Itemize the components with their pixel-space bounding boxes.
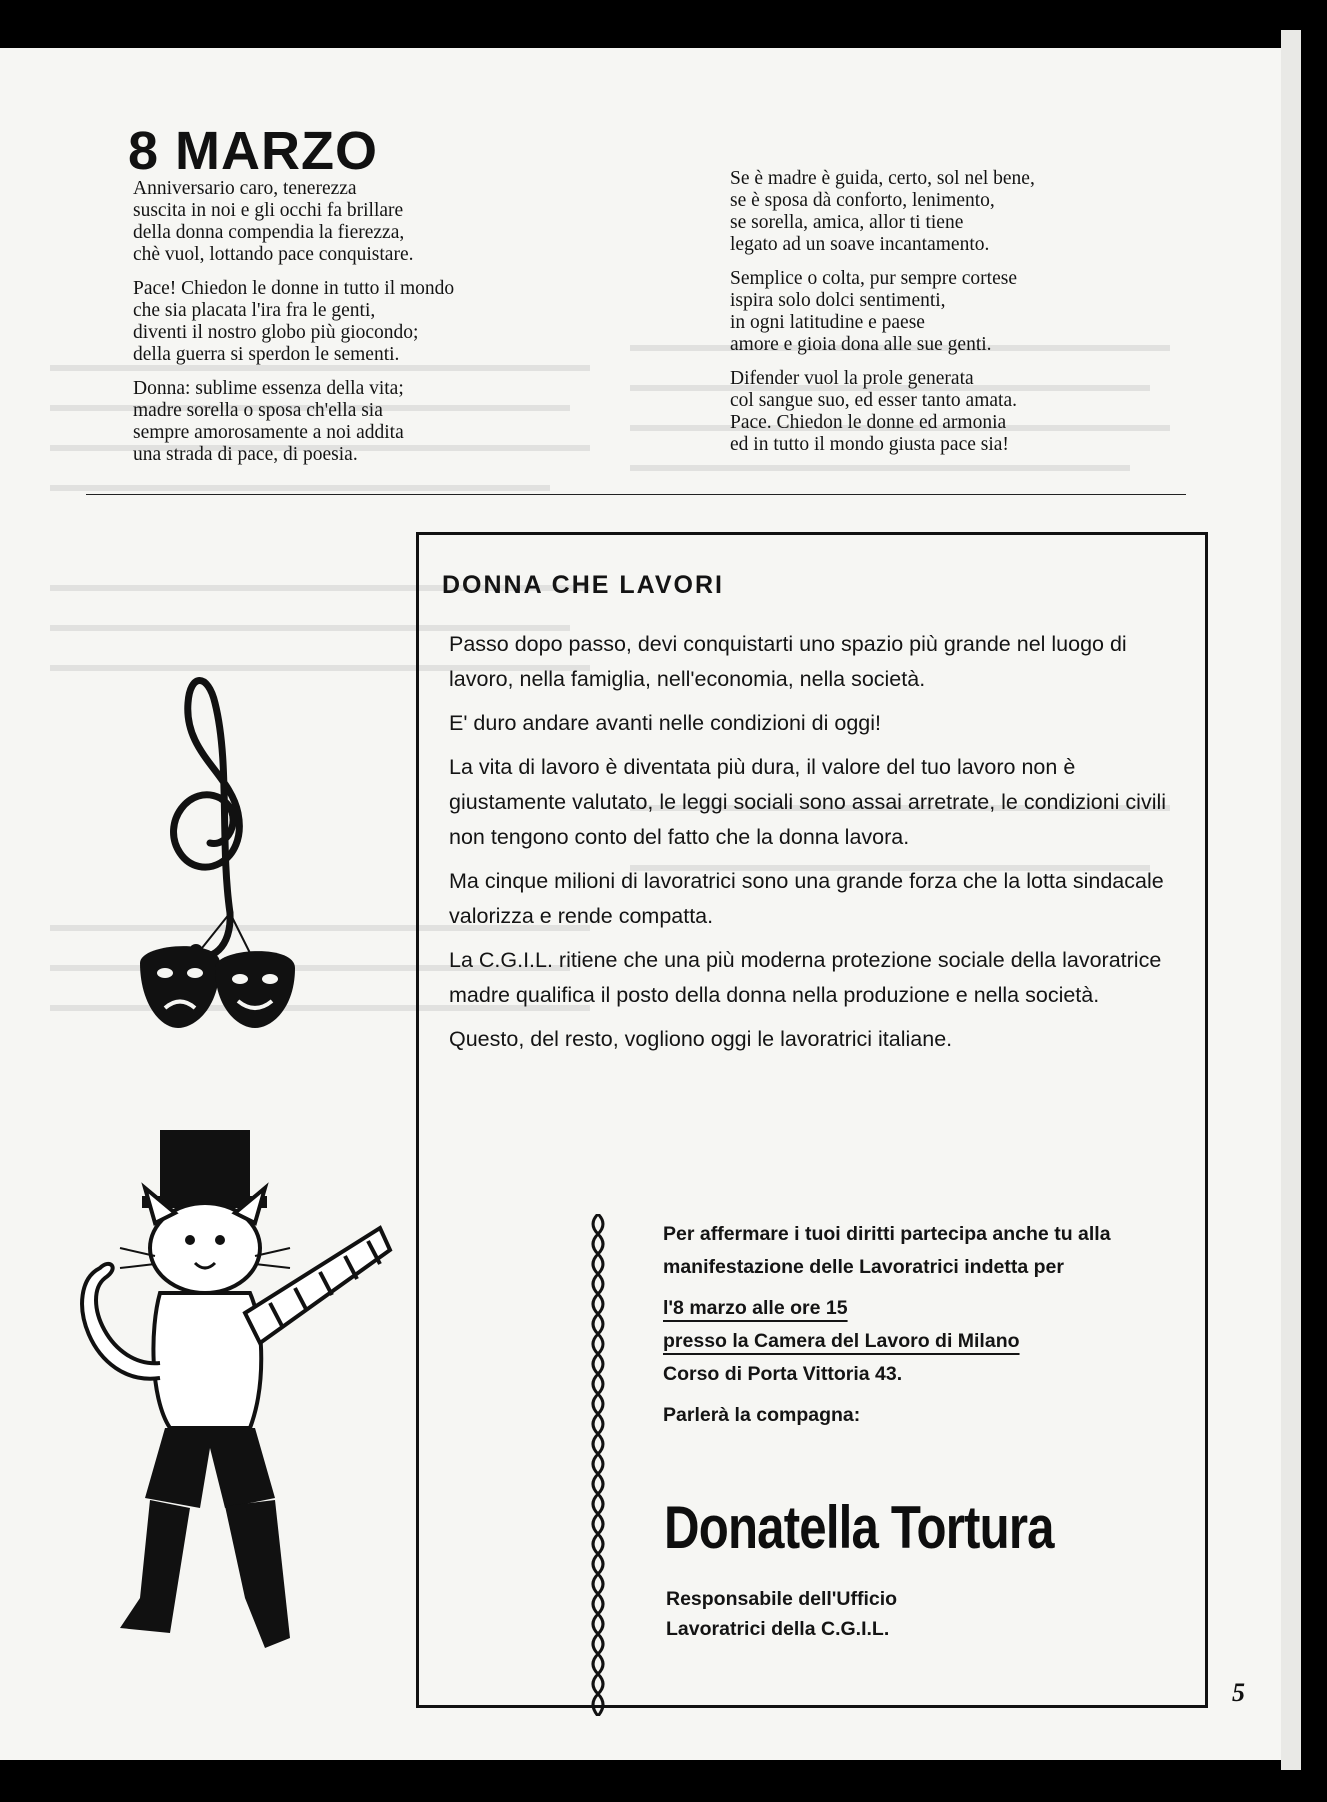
notice-paragraph: La vita di lavoro è diventata più dura, il valore del tuo lavoro non è giustamente valutato, le leggi sociali sono assai arretrate, le condizioni civili non tengono conto del fatto che la donna lavora.	[449, 755, 1167, 849]
poem-line: Pace. Chiedon le donne ed armonia	[730, 412, 1007, 433]
stanza	[730, 268, 1035, 356]
article-title: 8 MARZO	[128, 121, 378, 181]
tragedy-mask-icon	[140, 946, 220, 1028]
poem-line: Anniversario caro, tenerezza	[133, 178, 357, 199]
poem-line: della guerra si sperdon le sementi.	[133, 344, 400, 365]
poem-line: se è sposa dà conforto, lenimento,	[730, 190, 995, 211]
speaker-intro: Parlerà la compagna:	[663, 1404, 861, 1426]
role-line: Responsabile dell'Ufficio	[666, 1588, 898, 1610]
poem-line: Pace! Chiedon le donne in tutto il mondo	[133, 278, 455, 299]
poem-line: che sia placata l'ira fra le genti,	[133, 300, 376, 321]
poem-line: suscita in noi e gli occhi fa brillare	[133, 200, 404, 221]
page-edge	[1281, 30, 1301, 1770]
poem-line: della donna compendia la fierezza,	[133, 222, 405, 243]
poem-line: madre sorella o sposa ch'ella sia	[133, 400, 383, 421]
event-date: l'8 marzo alle ore 15	[663, 1297, 848, 1319]
poem-line: ispira solo dolci sentimenti,	[730, 290, 946, 311]
notice-paragraph: La C.G.I.L. ritiene che una più moderna protezione sociale della lavoratrice madre qualifica il posto della donna nella produzione e nella società.	[449, 948, 1162, 1007]
comedy-mask-icon	[215, 951, 295, 1028]
event-announcement	[663, 1218, 1183, 1432]
poem-line: se sorella, amica, allor ti tiene	[730, 212, 964, 233]
poem-line: Difender vuol la prole generata	[730, 368, 974, 389]
notice-paragraph: E' duro andare avanti nelle condizioni di oggi!	[449, 711, 882, 735]
poem-right-column	[730, 168, 1035, 468]
stanza	[730, 368, 1035, 456]
magazine-page	[0, 48, 1281, 1760]
poem-line: legato ad un soave incantamento.	[730, 234, 990, 255]
poem-line: amore e gioia dona alle sue genti.	[730, 334, 992, 355]
poem-line: sempre amorosamente a noi addita	[133, 422, 404, 443]
event-address: Corso di Porta Vittoria 43.	[663, 1363, 903, 1385]
treble-clef-masks-illustration	[120, 663, 310, 1043]
poem-line: chè vuol, lottando pace conquistare.	[133, 244, 414, 265]
poem-left-column	[133, 178, 454, 478]
poem-line: Semplice o colta, pur sempre cortese	[730, 268, 1017, 289]
chain-divider	[588, 1214, 608, 1716]
notice-paragraph: Ma cinque milioni di lavoratrici sono una grande forza che la lotta sindacale valorizza e rende compatta.	[449, 869, 1164, 928]
speaker-role	[666, 1584, 897, 1644]
event-venue: presso la Camera del Lavoro di Milano	[663, 1330, 1020, 1352]
poem-line: Se è madre è guida, certo, sol nel bene,	[730, 168, 1035, 189]
notice-body	[449, 627, 1184, 1066]
notice-paragraph: Passo dopo passo, devi conquistarti uno spazio più grande nel luogo di lavoro, nella famiglia, nell'economia, nella società.	[449, 632, 1127, 691]
poem-line: col sangue suo, ed esser tanto amata.	[730, 390, 1017, 411]
stanza	[133, 178, 454, 266]
page-number: 5	[1232, 1678, 1245, 1707]
cat-in-top-hat-illustration	[50, 1128, 440, 1708]
notice-heading: DONNA CHE LAVORI	[442, 571, 724, 599]
announcement-intro: Per affermare i tuoi diritti partecipa anche tu alla manifestazione delle Lavoratrici indetta per	[663, 1223, 1111, 1278]
stanza	[133, 378, 454, 466]
speaker-name: Donatella Tortura	[664, 1494, 1054, 1561]
section-divider	[86, 494, 1186, 495]
poem-line: Donna: sublime essenza della vita;	[133, 378, 404, 399]
poem-line: ed in tutto il mondo giusta pace sia!	[730, 434, 1009, 455]
role-line: Lavoratrici della C.G.I.L.	[666, 1618, 890, 1640]
stanza	[133, 278, 454, 366]
notice-paragraph: Questo, del resto, vogliono oggi le lavoratrici italiane.	[449, 1027, 953, 1051]
poem-line: una strada di pace, di poesia.	[133, 444, 358, 465]
poem-line: diventi il nostro globo più giocondo;	[133, 322, 419, 343]
stanza	[730, 168, 1035, 256]
poem-line: in ogni latitudine e paese	[730, 312, 925, 333]
